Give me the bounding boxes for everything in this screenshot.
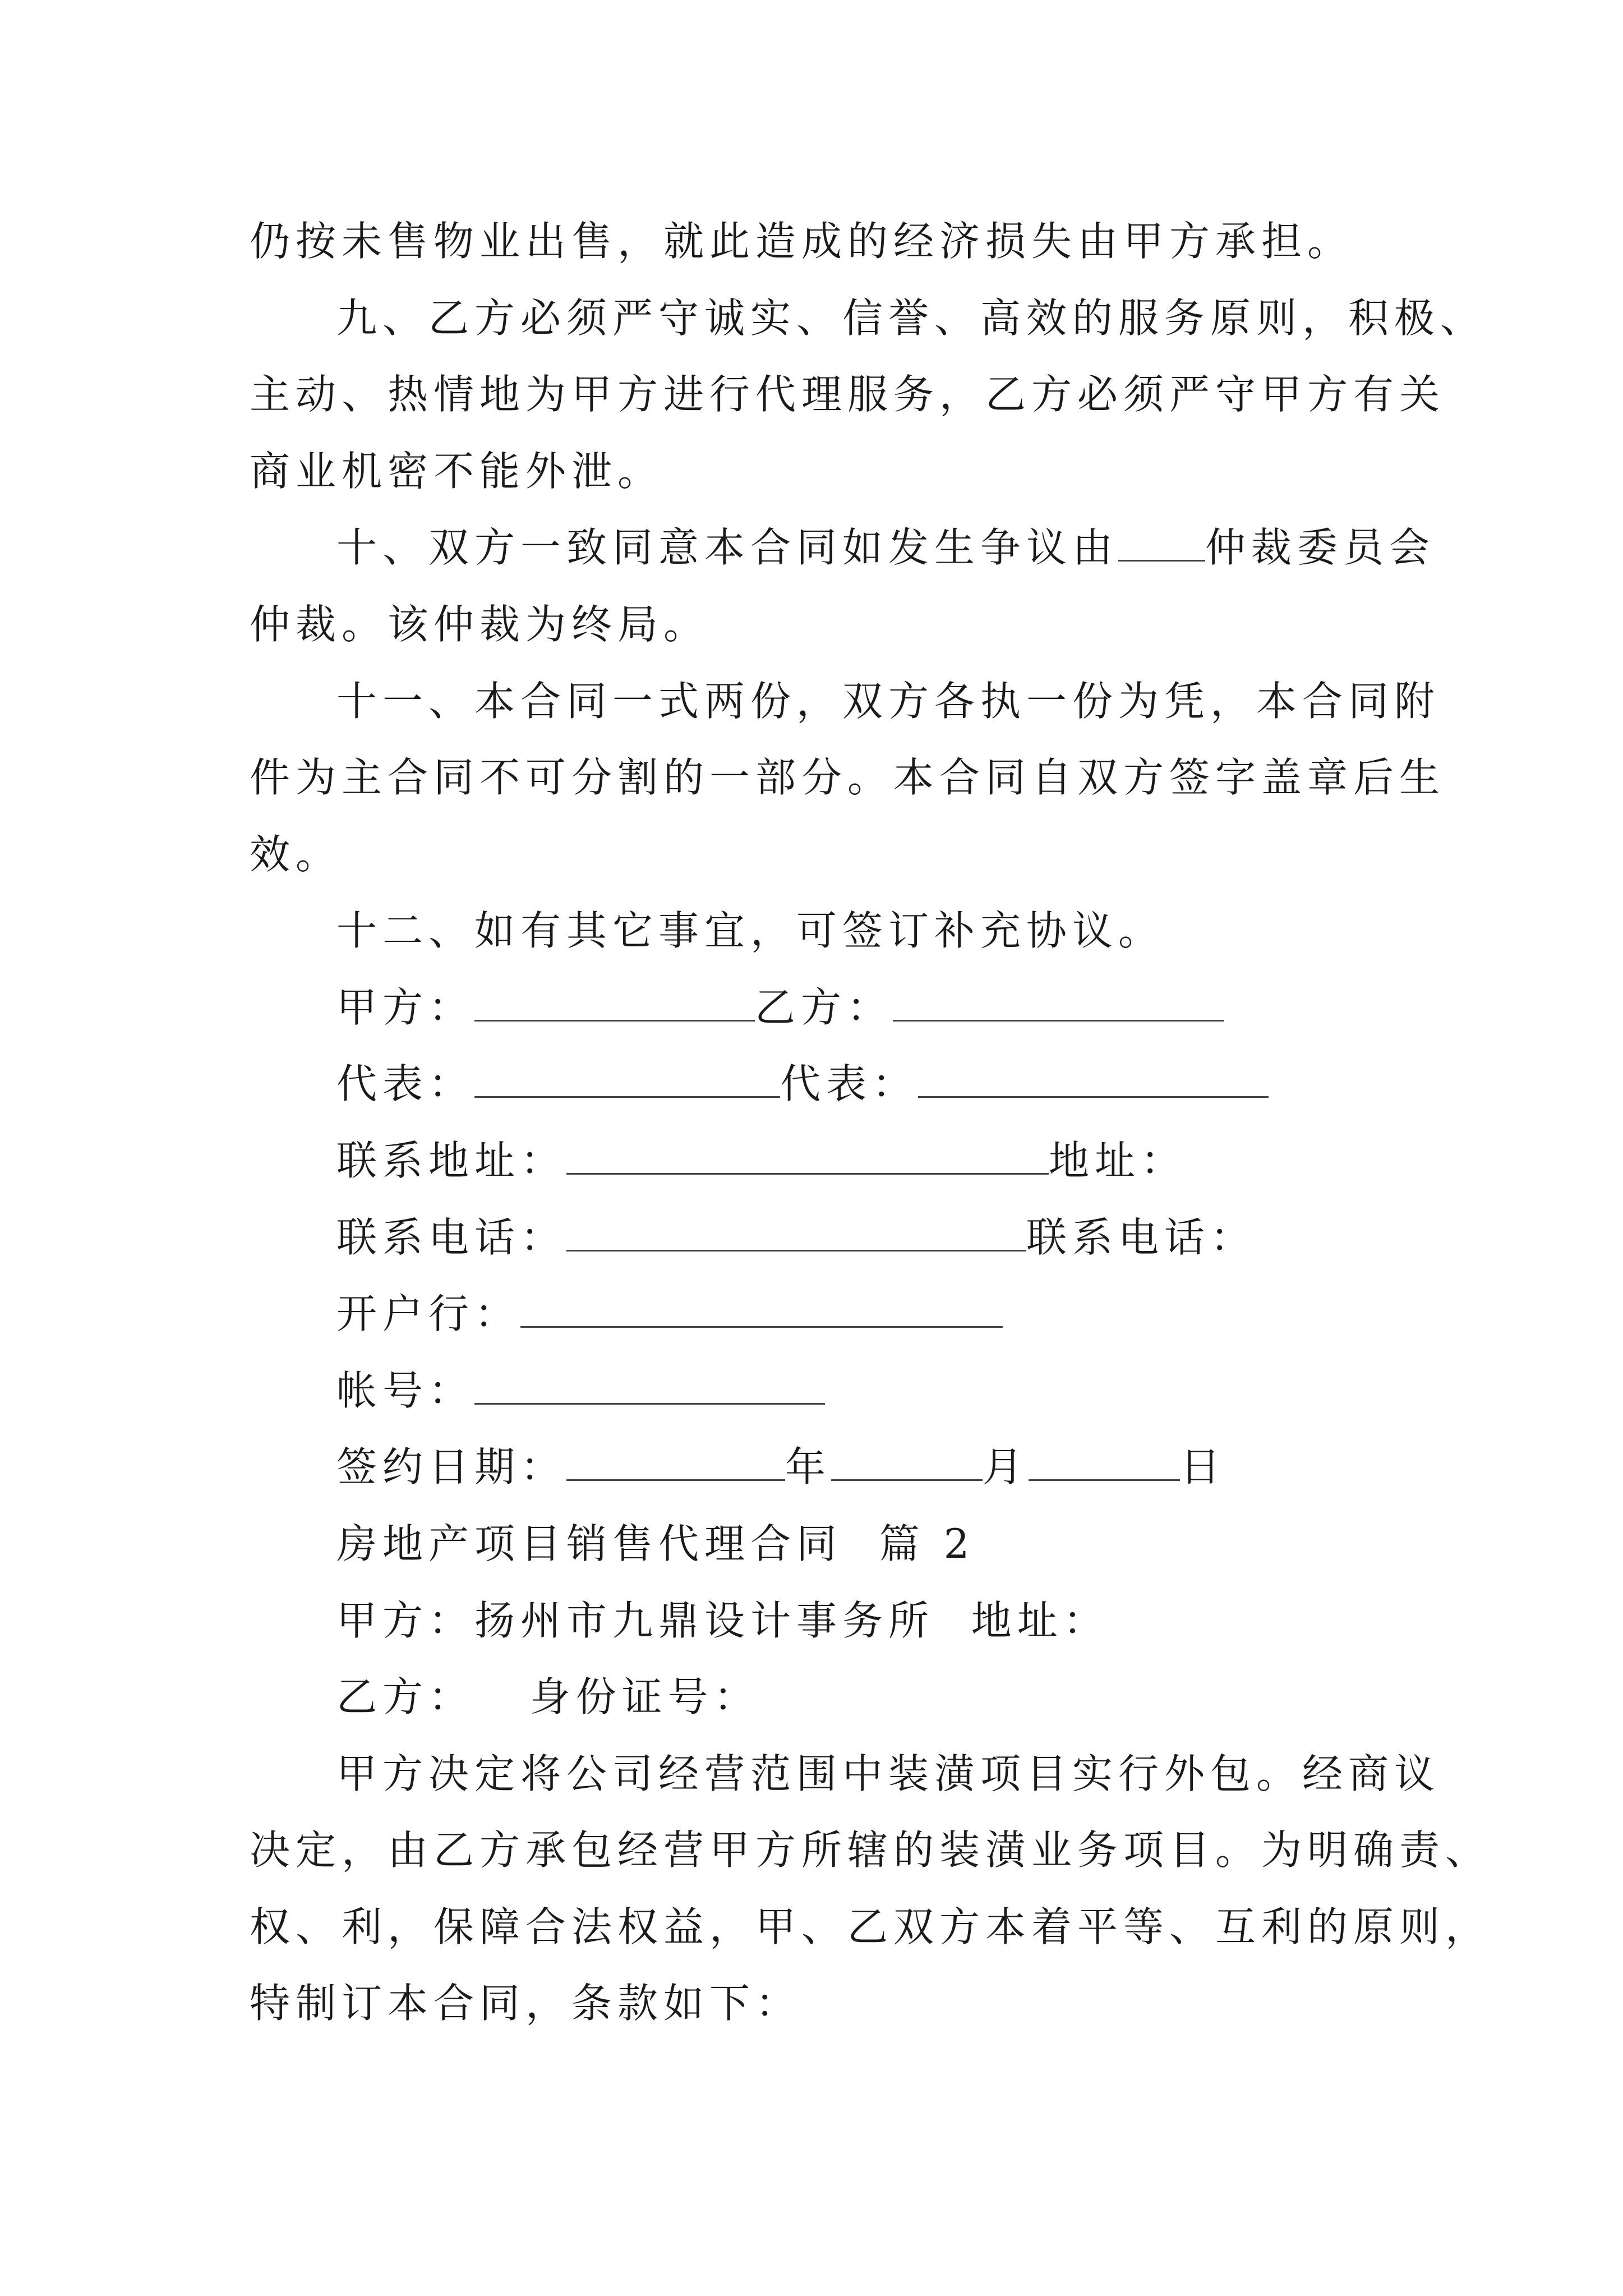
section-2-party-b: 乙方： 身份证号：	[336, 1673, 760, 1720]
paragraph-12: 十二、如有其它事宜，可签订补充协议。	[336, 907, 1165, 954]
month-blank	[831, 1440, 983, 1481]
signature-phone-row	[336, 1209, 1256, 1266]
paragraph-11-line-1: 十一、本合同一式两份，双方各执一份为凭，本合同附	[336, 678, 1441, 725]
paragraph-9-line-2: 主动、热情地为甲方进行代理服务，乙方必须严守甲方有关	[250, 371, 1446, 418]
party-b-label: 乙方：	[755, 984, 893, 1031]
account-label: 帐号：	[336, 1367, 475, 1414]
paragraph-10-text-a: 十、双方一致同意本合同如发生争议由	[336, 524, 1119, 571]
party-a-blank	[474, 981, 755, 1022]
rep-b-label: 代表：	[780, 1060, 919, 1107]
account-blank	[474, 1364, 825, 1405]
paragraph-9-line-1: 九、乙方必须严守诚实、信誉、高效的服务原则，积极、	[336, 295, 1487, 342]
bank-blank	[520, 1287, 1003, 1328]
bank-label: 开户行：	[336, 1290, 521, 1337]
paragraph-11-line-2: 件为主合同不可分割的一部分。本合同自双方签字盖章后生	[250, 754, 1446, 801]
paragraph-10-text-b: 仲裁委员会	[1205, 524, 1436, 571]
year-label: 年	[785, 1443, 832, 1490]
day-label: 日	[1180, 1443, 1227, 1490]
signature-party-row	[336, 979, 1224, 1036]
phone-a-blank	[566, 1211, 1026, 1251]
day-blank	[1029, 1440, 1180, 1481]
address-a-label: 联系地址：	[336, 1137, 567, 1184]
section-2-intro-line-2: 决定，由乙方承包经营甲方所辖的装潢业务项目。为明确责、	[250, 1826, 1492, 1874]
signature-account-row	[336, 1363, 825, 1419]
section-2-intro-line-4: 特制订本合同，条款如下：	[250, 1980, 802, 2027]
paragraph-8-tail: 仍按未售物业出售，就此造成的经济损失由甲方承担。	[250, 218, 1354, 265]
arbitration-blank	[1118, 521, 1205, 562]
party-b-blank	[893, 981, 1224, 1022]
rep-a-label: 代表：	[336, 1060, 475, 1107]
address-b-label: 地址：	[1049, 1137, 1187, 1184]
rep-a-blank	[474, 1057, 780, 1098]
year-blank	[566, 1440, 785, 1481]
rep-b-blank	[918, 1057, 1269, 1098]
address-a-blank	[566, 1134, 1049, 1175]
signature-date-row	[336, 1439, 1226, 1495]
paragraph-10-line-1	[336, 519, 1435, 576]
month-label: 月	[983, 1443, 1029, 1490]
party-a-label: 甲方：	[336, 984, 475, 1031]
phone-a-label: 联系电话：	[336, 1214, 567, 1261]
signature-bank-row	[336, 1286, 1003, 1342]
section-2-party-a: 甲方：扬州市九鼎设计事务所 地址：	[336, 1597, 1109, 1644]
section-2-intro-line-1: 甲方决定将公司经营范围中装潢项目实行外包。经商议	[336, 1750, 1441, 1797]
signature-address-row	[336, 1133, 1187, 1189]
date-label: 签约日期：	[336, 1443, 567, 1490]
paragraph-10-line-2: 仲裁。该仲裁为终局。	[250, 601, 710, 648]
section-2-intro-line-3: 权、利，保障合法权益，甲、乙双方本着平等、互利的原则，	[250, 1903, 1492, 1950]
paragraph-11-line-3: 效。	[250, 831, 342, 878]
signature-rep-row	[336, 1056, 1269, 1112]
section-2-title: 房地产项目销售代理合同 篇 2	[336, 1520, 975, 1567]
phone-b-label: 联系电话：	[1026, 1214, 1257, 1261]
paragraph-9-line-3: 商业机密不能外泄。	[250, 448, 664, 495]
